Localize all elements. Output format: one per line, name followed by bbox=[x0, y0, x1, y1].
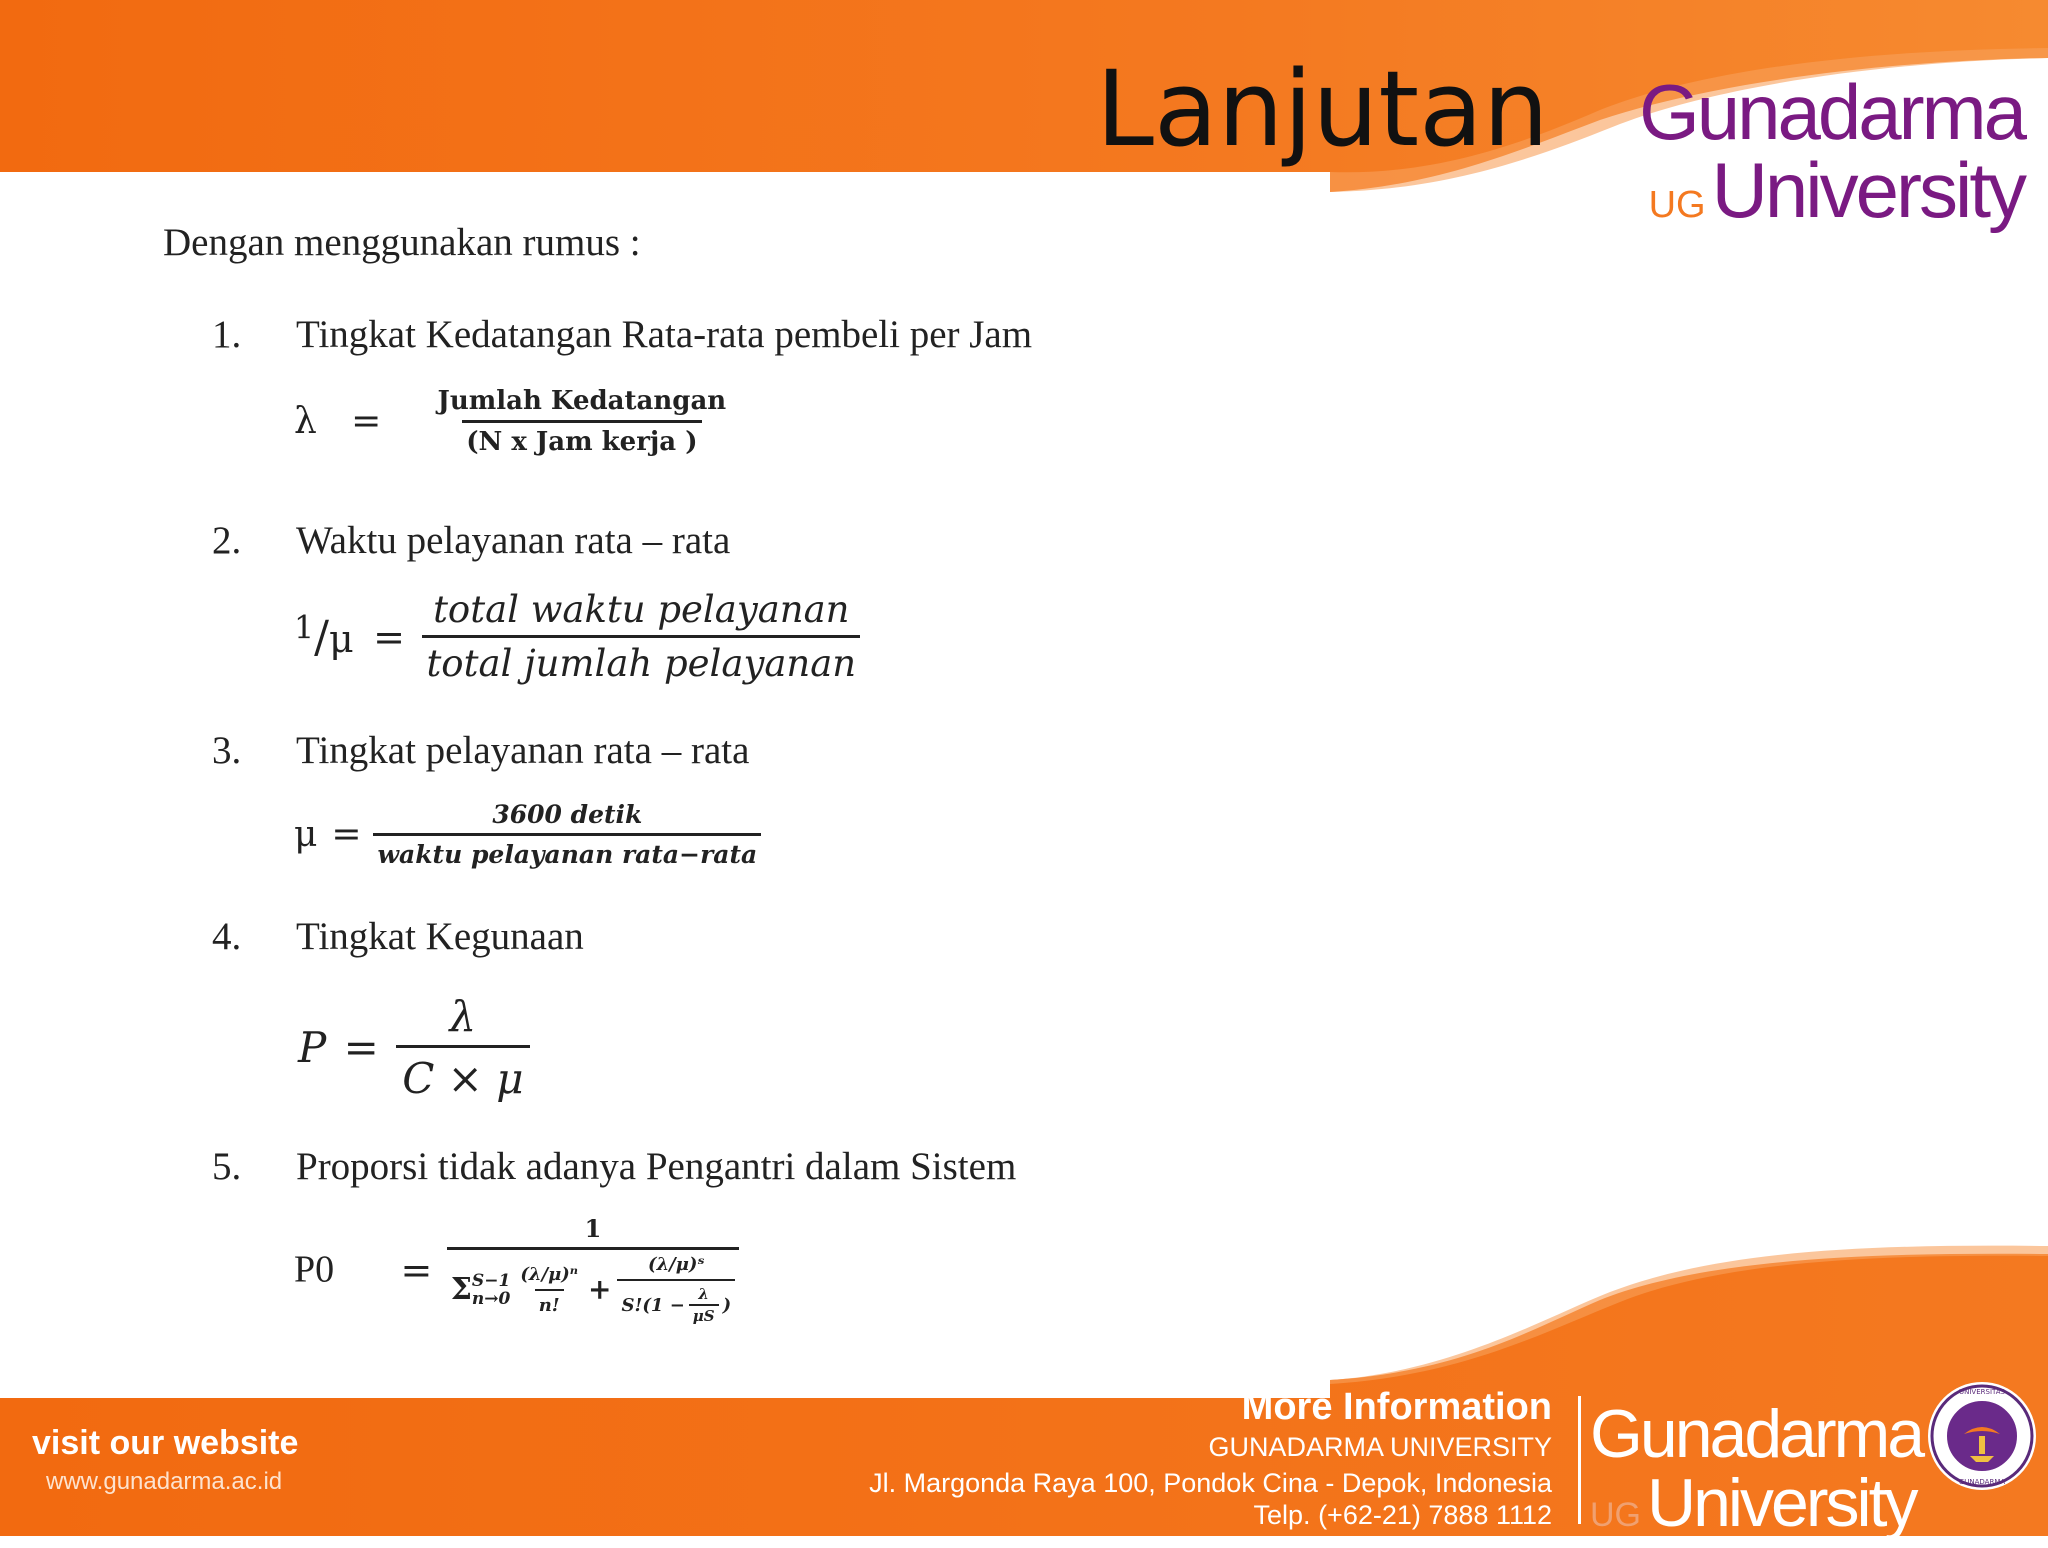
item-number: 4. bbox=[212, 915, 242, 958]
item-label: Waktu pelayanan rata – rata bbox=[296, 519, 731, 562]
logo-ug-mark: UG bbox=[1590, 1496, 1641, 1534]
formula-utilization bbox=[298, 992, 530, 1103]
item-number: 2. bbox=[212, 519, 242, 562]
footer-divider bbox=[1578, 1396, 1581, 1524]
term2-denominator bbox=[617, 1279, 735, 1325]
formula-equals: = bbox=[331, 814, 362, 855]
intro-text: Dengan menggunakan rumus : bbox=[163, 221, 641, 264]
slide-title: Lanjutan bbox=[1096, 48, 1549, 170]
university-seal-icon bbox=[1926, 1380, 2038, 1492]
item-label: Tingkat pelayanan rata – rata bbox=[296, 729, 750, 772]
formula-numerator: λ bbox=[449, 992, 477, 1041]
list-item-1 bbox=[212, 312, 1032, 357]
sum-symbol: Σ bbox=[450, 1272, 472, 1307]
formula-equals: = bbox=[400, 1247, 433, 1292]
term2-den-prefix: S!(1 − bbox=[621, 1294, 685, 1316]
website-url[interactable]: www.gunadarma.ac.id bbox=[46, 1468, 283, 1495]
list-item-5 bbox=[212, 1144, 1016, 1189]
formula-denominator: waktu pelayanan rata−rata bbox=[373, 833, 761, 869]
list-item-2 bbox=[212, 518, 730, 563]
formula-lhs-slash: / bbox=[314, 611, 329, 663]
formula-denominator: total jumlah pelayanan bbox=[422, 635, 860, 685]
formula-equals: = bbox=[373, 614, 405, 659]
more-information-title: More Information bbox=[1241, 1386, 1552, 1428]
footer-address: Jl. Margonda Raya 100, Pondok Cina - Depok, Indonesia bbox=[869, 1468, 1552, 1498]
gunadarma-logo-bottom bbox=[1590, 1398, 1922, 1548]
formula-denominator: (N x Jam kerja ) bbox=[462, 420, 701, 457]
logo-word-university: University bbox=[1711, 146, 2024, 234]
formula-numerator: total waktu pelayanan bbox=[433, 588, 850, 631]
svg-text:GUNADARMA: GUNADARMA bbox=[1958, 1478, 2006, 1486]
formula-lhs: λ bbox=[294, 401, 317, 442]
item-label: Tingkat Kegunaan bbox=[296, 915, 584, 958]
formula-lhs: P bbox=[298, 1023, 327, 1072]
formula-lhs: μ bbox=[294, 814, 318, 855]
formula-plus: + bbox=[588, 1273, 612, 1306]
formula-sum bbox=[451, 1272, 511, 1308]
formula-denominator: C × μ bbox=[396, 1045, 529, 1103]
formula-lhs-mu: μ bbox=[328, 616, 354, 661]
formula-equals: = bbox=[343, 1023, 379, 1072]
item-label: Tingkat Kedatangan Rata-rata pembeli per Jam bbox=[296, 313, 1033, 356]
sum-upper-limit: S−1 bbox=[471, 1270, 511, 1291]
formula-p0 bbox=[294, 1214, 739, 1325]
gunadarma-logo-top bbox=[1639, 68, 2024, 243]
item-label: Proporsi tidak adanya Pengantri dalam Sistem bbox=[296, 1145, 1017, 1188]
formula-equals: = bbox=[351, 401, 382, 442]
logo-word-gunadarma: Gunadarma bbox=[1639, 68, 2024, 156]
footer-university-name: GUNADARMA UNIVERSITY bbox=[1208, 1432, 1552, 1462]
inner-numerator: λ bbox=[698, 1285, 709, 1303]
item-number: 3. bbox=[212, 729, 242, 772]
item-number: 1. bbox=[212, 313, 242, 356]
list-item-3 bbox=[212, 728, 749, 773]
formula-lhs-one: 1 bbox=[294, 610, 315, 647]
svg-text:UNIVERSITAS: UNIVERSITAS bbox=[1959, 1388, 2005, 1396]
formula-arrival-rate bbox=[294, 386, 730, 457]
logo-word-gunadarma: Gunadarma bbox=[1590, 1396, 1923, 1472]
term2-den-suffix: ) bbox=[722, 1294, 732, 1316]
item-number: 5. bbox=[212, 1145, 242, 1188]
sum-lower-limit: n→0 bbox=[471, 1288, 511, 1309]
term2-numerator: (λ/μ)ˢ bbox=[648, 1254, 705, 1275]
formula-numerator: 3600 detik bbox=[492, 800, 643, 829]
formula-service-time bbox=[294, 588, 860, 685]
formula-service-rate bbox=[294, 800, 761, 869]
formula-denominator bbox=[447, 1247, 739, 1325]
term1-denominator: n! bbox=[535, 1289, 564, 1316]
list-item-4 bbox=[212, 914, 584, 959]
term1-numerator: (λ/μ)ⁿ bbox=[520, 1263, 579, 1285]
visit-website-label: visit our website bbox=[32, 1424, 299, 1462]
logo-word-university: University bbox=[1647, 1465, 1916, 1541]
formula-lhs: P0 bbox=[294, 1248, 335, 1291]
formula-numerator: Jumlah Kedatangan bbox=[437, 386, 727, 416]
footer-phone: Telp. (+62-21) 7888 1112 bbox=[1253, 1500, 1552, 1530]
formula-numerator: 1 bbox=[584, 1214, 602, 1243]
logo-ug-mark: UG bbox=[1648, 184, 1706, 226]
inner-denominator: μS bbox=[689, 1304, 719, 1325]
